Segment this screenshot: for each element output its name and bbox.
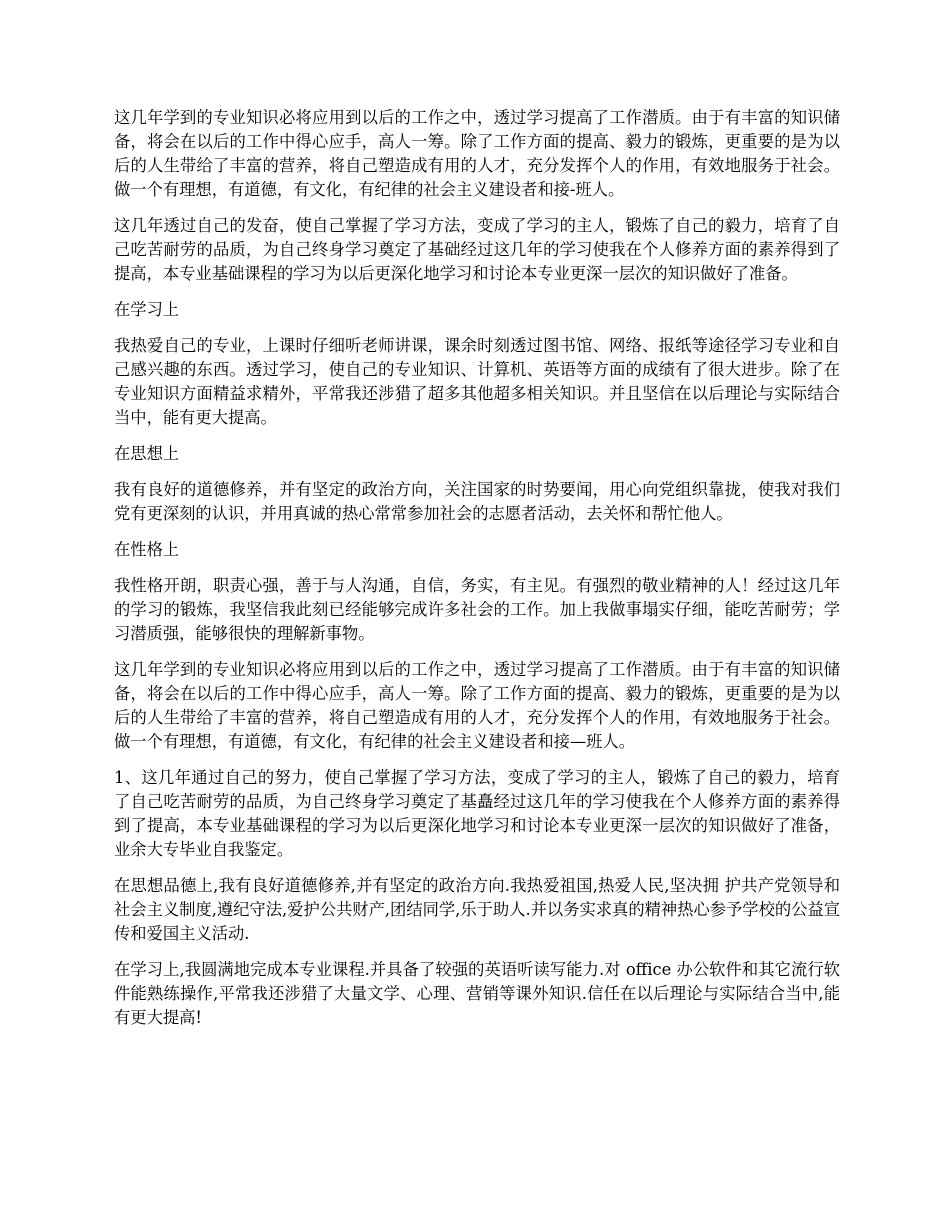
paragraph-effort: 这几年透过自己的发奋，使自己掌握了学习方法，变成了学习的主人，锻炼了自己的毅力，培育了自己吃苦耐劳的品质，为自己终身学习奠定了基础经过这几年的学习使我在个人修养方面的素养得到了提高，本专业基础课程的学习为以后更深化地学习和讨论本专业更深一层次的知识做好了准备。 [114, 216, 840, 283]
paragraph-moral: 在思想品德上,我有良好道德修养,并有坚定的政治方向.我热爱祖国,热爱人民,坚决拥 护共产党领导和社会主义制度,遵纪守法,爱护公共财产,团结同学,乐于助人.并以务实求真的精神热心参予学校的公益宣传和爱国主义活动. [114, 876, 840, 943]
section-heading-personality: 在性格上 [114, 540, 180, 559]
paragraph-intro-repeat: 这几年学到的专业知识必将应用到以后的工作之中，透过学习提高了工作潜质。由于有丰富的知识储备，将会在以后的工作中得心应手，高人一筹。除了工作方面的提高、毅力的锻炼，更重要的是为以后的人生带给了丰富的营养，将自己塑造成有用的人才，充分发挥个人的作用，有效地服务于社会。做一个有理想，有道德，有文化，有纪律的社会主义建设者和接—班人。 [114, 660, 840, 751]
paragraph-thought: 我有良好的道德修养，并有坚定的政治方向，关注国家的时势要闻，用心向党组织靠拢，使我对我们党有更深刻的认识，并用真诚的热心常常参加社会的志愿者活动，去关怀和帮忙他人。 [114, 480, 840, 523]
section-heading-thought: 在思想上 [114, 444, 180, 463]
paragraph-study: 我热爱自己的专业，上课时仔细听老师讲课，课余时刻透过图书馆、网络、报纸等途径学习专业和自己感兴趣的东西。透过学习，使自己的专业知识、计算机、英语等方面的成绩有了很大进步。除了在专业知识方面精益求精外，平常我还涉猎了超多其他超多相关知识。并且坚信在以后理论与实际结合当中，能有更大提高。 [114, 336, 840, 427]
section-heading-study: 在学习上 [114, 300, 180, 319]
paragraph-numbered-1: 1、这几年通过自己的努力，使自己掌握了学习方法，变成了学习的主人，锻炼了自己的毅力，培育了自己吃苦耐劳的品质，为自己终身学习奠定了基矗经过这几年的学习使我在个人修养方面的素养得到了提高，本专业基础课程的学习为以后更深化地学习和讨论本专业更深一层次的知识做好了准备，业余大专毕业自我鉴定。 [114, 768, 840, 859]
paragraph-study-office: 在学习上,我圆满地完成本专业课程.并具备了较强的英语听读写能力.对 office 办公软件和其它流行软件能熟练操作,平常我还涉猎了大量文学、心理、营销等课外知识.信任在以后理论与实际结合当中,能有更大提高! [114, 960, 840, 1027]
paragraph-personality: 我性格开朗，职责心强，善于与人沟通，自信，务实，有主见。有强烈的敬业精神的人！经过这几年的学习的锻炼，我坚信我此刻已经能够完成许多社会的工作。加上我做事塌实仔细，能吃苦耐劳；学习潜质强，能够很快的理解新事物。 [114, 576, 840, 643]
paragraph-intro: 这几年学到的专业知识必将应用到以后的工作之中，透过学习提高了工作潜质。由于有丰富的知识储备，将会在以后的工作中得心应手，高人一筹。除了工作方面的提高、毅力的锻炼，更重要的是为以后的人生带给了丰富的营养，将自己塑造成有用的人才，充分发挥个人的作用，有效地服务于社会。做一个有理想，有道德，有文化，有纪律的社会主义建设者和接-班人。 [114, 108, 840, 199]
document-body [114, 106, 840, 1042]
